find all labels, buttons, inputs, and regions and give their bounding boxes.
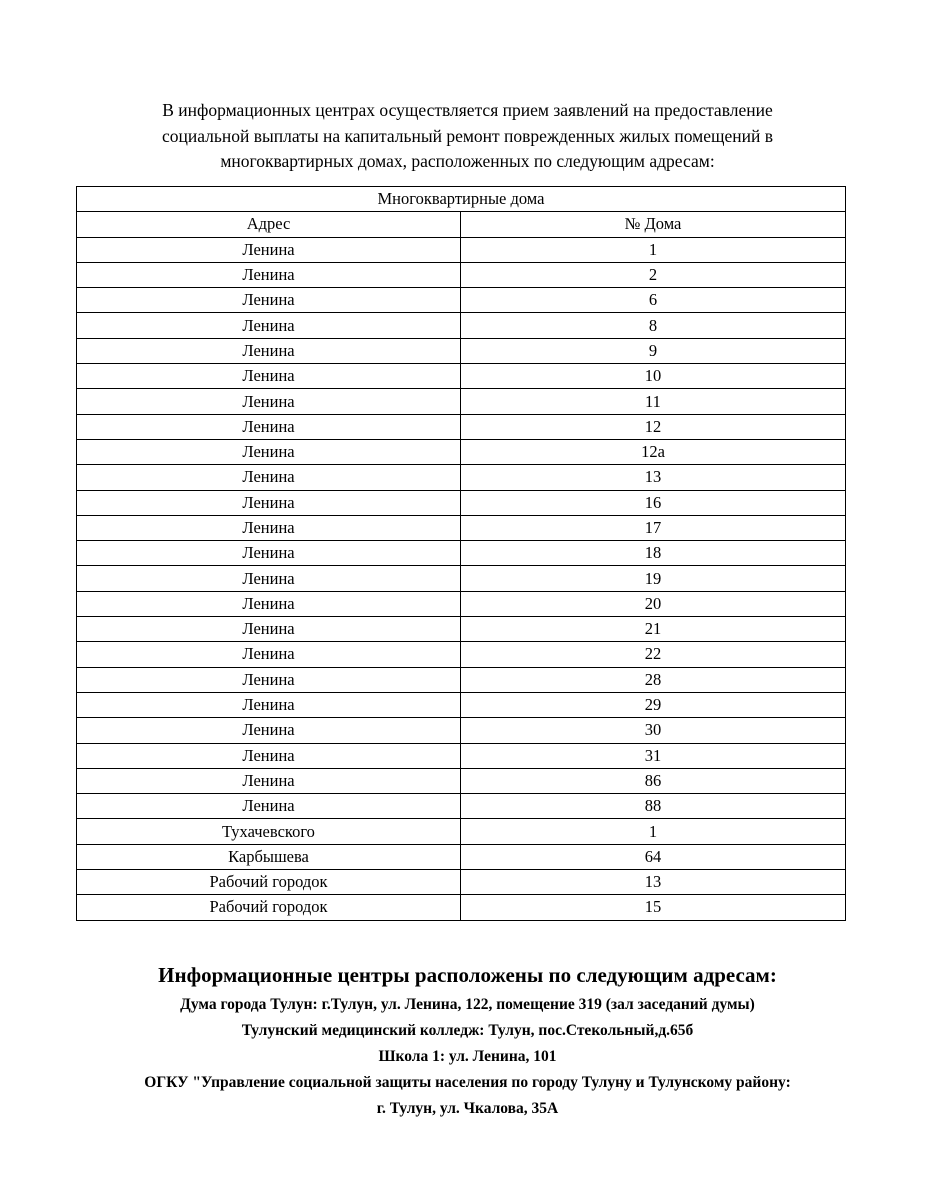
house-number-cell: 15 [461, 895, 846, 920]
table-row [77, 844, 846, 869]
house-number-cell: 20 [461, 591, 846, 616]
table-row [77, 541, 846, 566]
address-cell: Ленина [77, 541, 461, 566]
address-cell: Ленина [77, 389, 461, 414]
address-cell: Ленина [77, 515, 461, 540]
address-cell: Ленина [77, 718, 461, 743]
house-number-cell: 18 [461, 541, 846, 566]
address-cell: Ленина [77, 692, 461, 717]
info-centers-section [40, 958, 895, 1122]
intro-line: В информационных центрах осуществляется прием заявлений на предоставление [162, 100, 773, 120]
house-number-cell: 13 [461, 465, 846, 490]
table-row [77, 617, 846, 642]
table-title-row [77, 187, 846, 212]
address-cell: Ленина [77, 566, 461, 591]
intro-line: социальной выплаты на капитальный ремонт поврежденных жилых помещений в [162, 125, 773, 146]
center-ogku-address: г. Тулун, ул. Чкалова, 35А [376, 1100, 559, 1117]
address-cell: Ленина [77, 667, 461, 692]
table-row [77, 465, 846, 490]
table-row [77, 262, 846, 287]
house-number-cell: 12 [461, 414, 846, 439]
table-row [77, 389, 846, 414]
table-row [77, 718, 846, 743]
house-number-cell: 21 [461, 617, 846, 642]
house-number-cell: 64 [461, 844, 846, 869]
house-number-cell: 11 [461, 389, 846, 414]
table-row [77, 288, 846, 313]
house-number-cell: 12а [461, 439, 846, 464]
address-cell: Ленина [77, 794, 461, 819]
address-cell: Рабочий городок [77, 895, 461, 920]
address-cell: Ленина [77, 617, 461, 642]
house-number-cell: 86 [461, 768, 846, 793]
table-row [77, 439, 846, 464]
info-centers-heading: Информационные центры расположены по следующим адресам: [158, 963, 777, 987]
address-cell: Ленина [77, 768, 461, 793]
address-cell: Ленина [77, 490, 461, 515]
table-header-row [77, 212, 846, 237]
table-row [77, 515, 846, 540]
table-row [77, 819, 846, 844]
table-row [77, 414, 846, 439]
address-cell: Ленина [77, 288, 461, 313]
table-row [77, 895, 846, 920]
table-row [77, 768, 846, 793]
house-number-cell: 19 [461, 566, 846, 591]
table-row [77, 794, 846, 819]
address-cell: Ленина [77, 465, 461, 490]
center-college: Тулунский медицинский колледж: Тулун, пос.Стекольный,д.65б [241, 1022, 694, 1039]
address-cell: Ленина [77, 313, 461, 338]
table-row [77, 743, 846, 768]
table-row [77, 642, 846, 667]
address-cell: Ленина [77, 364, 461, 389]
address-cell: Ленина [77, 237, 461, 262]
table-row [77, 566, 846, 591]
house-number-cell: 10 [461, 364, 846, 389]
table-row [77, 237, 846, 262]
table-row [77, 490, 846, 515]
house-number-cell: 17 [461, 515, 846, 540]
address-cell: Ленина [77, 262, 461, 287]
house-number-cell: 2 [461, 262, 846, 287]
intro-line: многоквартирных домах, расположенных по следующим адресам: [220, 151, 715, 171]
house-number-cell: 6 [461, 288, 846, 313]
house-number-cell: 28 [461, 667, 846, 692]
table-title: Многоквартирные дома [77, 187, 846, 212]
center-duma: Дума города Тулун: г.Тулун, ул. Ленина, 122, помещение 319 (зал заседаний думы) [180, 996, 755, 1013]
table-row [77, 338, 846, 363]
house-number-cell: 9 [461, 338, 846, 363]
house-number-cell: 88 [461, 794, 846, 819]
column-header-number: № Дома [461, 212, 846, 237]
address-cell: Ленина [77, 743, 461, 768]
house-number-cell: 8 [461, 313, 846, 338]
house-number-cell: 30 [461, 718, 846, 743]
house-number-cell: 22 [461, 642, 846, 667]
table-row [77, 591, 846, 616]
address-cell: Карбышева [77, 844, 461, 869]
table-row [77, 692, 846, 717]
house-number-cell: 1 [461, 237, 846, 262]
house-number-cell: 29 [461, 692, 846, 717]
house-number-cell: 1 [461, 819, 846, 844]
table-row [77, 313, 846, 338]
address-cell: Тухачевского [77, 819, 461, 844]
address-cell: Рабочий городок [77, 870, 461, 895]
address-cell: Ленина [77, 439, 461, 464]
column-header-address: Адрес [77, 212, 461, 237]
houses-table [76, 186, 846, 921]
center-ogku: ОГКУ "Управление социальной защиты населения по городу Тулуну и Тулунскому району: [144, 1074, 791, 1091]
table-row [77, 667, 846, 692]
table-row [77, 364, 846, 389]
address-cell: Ленина [77, 338, 461, 363]
house-number-cell: 16 [461, 490, 846, 515]
address-cell: Ленина [77, 414, 461, 439]
center-school: Школа 1: ул. Ленина, 101 [378, 1048, 557, 1065]
intro-paragraph [80, 98, 855, 175]
address-cell: Ленина [77, 642, 461, 667]
table-row [77, 870, 846, 895]
house-number-cell: 31 [461, 743, 846, 768]
house-number-cell: 13 [461, 870, 846, 895]
address-cell: Ленина [77, 591, 461, 616]
